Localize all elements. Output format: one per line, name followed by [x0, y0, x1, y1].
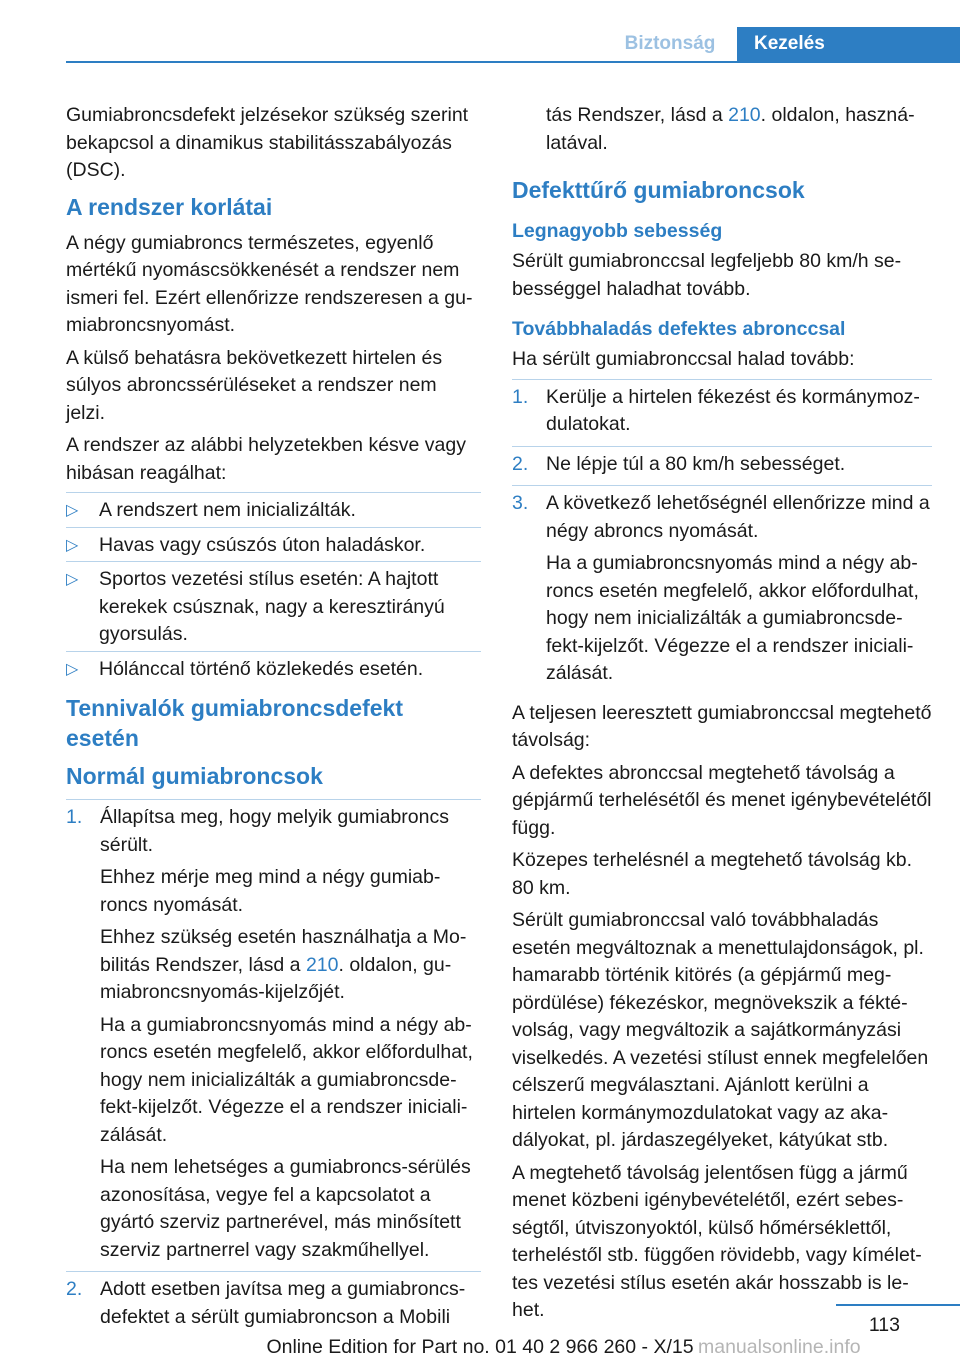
- step-subtext: Ehhez mérje meg mind a négy gumiabroncs nyomását.: [100, 866, 441, 916]
- page-link-210[interactable]: 210: [728, 104, 761, 126]
- step-number: 1.: [66, 806, 83, 828]
- tab-kezeles[interactable]: Kezelés: [737, 27, 960, 63]
- paragraph: A külső behatásra bekövetkezett hirtelen és súlyos abroncssérüléseket a rendszer nem jelzi.: [66, 346, 443, 424]
- paragraph: A négy gumiabroncs természetes, egyenlő mértékű nyomáscsökkenését a rendszer nem ismeri fel. Ezért ellenőrizze rendszeresen a gumiabroncsnyomást.: [66, 231, 473, 336]
- step-text: Ne lépje túl a 80 km/h sebességet.: [546, 452, 846, 475]
- intro-paragraph: Gumiabroncsdefekt jelzésekor szükség szerint bekapcsol a dinamikus stabilitásszabályozás (DSC).: [66, 104, 469, 181]
- right-column: [512, 102, 932, 1330]
- list-item: ▷ Havas vagy csúszós úton haladáskor.: [66, 527, 481, 562]
- list-item: [66, 1271, 481, 1338]
- heading-normal-tyres: Normál gumiabroncsok: [66, 763, 323, 789]
- step-subtext: Ha nem lehetséges a gumiabroncs-sérülés azonosítása, vegye fel a kapcsolatot a gyártó szerviz partnerével, más minősített szerviz partnerrel vagy szakműhellyel.: [100, 1156, 471, 1261]
- heading-limits: A rendszer korlátai: [66, 193, 273, 220]
- tab-biztonsag[interactable]: Biztonság: [624, 33, 716, 54]
- list-item: ▷ Sportos vezetési stílus esetén: A hajtott kerekek csúsznak, nagy a keresztirányú gyorsulás.: [66, 561, 481, 651]
- paragraph: A defektes abronccsal megtehető távolság a gépjármű terhelésétől és menet igénybevételétől függ.: [512, 761, 932, 839]
- steps-list: [66, 799, 481, 1338]
- step-subtext: Ehhez szükség esetén használhatja a Mobilitás Rendszer, lásd a 210. oldalon, gumiabroncsnyomás-kijelzőjét.: [100, 926, 467, 1003]
- left-column: [66, 102, 481, 1343]
- list-item: [512, 379, 932, 446]
- page-link-210[interactable]: 210: [305, 953, 339, 976]
- heading-onward: Továbbhaladás defektes abronccsal: [512, 318, 846, 340]
- step-number: 3.: [512, 492, 529, 514]
- triangle-bullet-icon: ▷: [66, 536, 79, 554]
- step-text: Adott esetben javítsa meg a gumiabroncsdefektet a sérült gumiabroncson a Mobili: [100, 1278, 466, 1328]
- watermark: manualsonline.info: [698, 1336, 861, 1358]
- triangle-bullet-icon: ▷: [66, 660, 79, 678]
- list-item: [66, 799, 481, 1271]
- triangle-bullet-icon: ▷: [66, 571, 79, 588]
- step-number: 2.: [512, 452, 529, 475]
- page-number: 113: [868, 1314, 900, 1336]
- step-text: Állapítsa meg, hogy melyik gumiabroncs sérült.: [100, 806, 449, 856]
- triangle-bullet-icon: ▷: [66, 502, 79, 519]
- heading-max-speed: Legnagyobb sebesség: [512, 220, 723, 242]
- bullet-list: [66, 492, 481, 685]
- step-number: 2.: [66, 1278, 83, 1300]
- paragraph: A rendszer az alábbi helyzetekben késve vagy hibásan reagálhat:: [66, 434, 466, 484]
- paragraph: A megtehető távolság jelentősen függ a jármű menet közbeni igénybevételétől, ezért sebességtől, útviszonyoktól, külső hőmérséklettől, terheléstől stb. függően rövidebb, vagy kímélettes vezetési stílus esetén akár hosszabb is lehet.: [512, 1161, 922, 1321]
- list-item: [512, 446, 932, 486]
- list-item: ▷ Hólánccal történő közlekedés esetén.: [66, 651, 481, 686]
- heading-runflat: Defekttűrő gumiabroncsok: [512, 177, 805, 203]
- paragraph: Ha sérült gumiabronccsal halad tovább:: [512, 348, 855, 370]
- step-subtext: Ha a gumiabroncsnyomás mind a négy abroncs esetén megfelelő, akkor előfordulhat, hogy nem inicializálták a gumiabroncsdefekt-kijelzőt. Végezze el a rendszer inicializálását.: [546, 552, 919, 684]
- paragraph: Sérült gumiabronccsal való továbbhaladás esetén megváltoznak a menettulajdonságok, pl. hamarabb történik kitörés (a gépjármű megpördülése) fékezéskor, megnövekszik a féktévolság, vagy megváltozik a sajátkormányzási viselkedés. A vezetési stílust ennek megfelelően célszerű megválasztani. Ajánlott kerülni a hirtelen kormánymozdulatokat vagy az akadályokat, pl. járdaszegélyeket, kátyúkat stb.: [512, 909, 929, 1151]
- list-item: ▷ A rendszert nem inicializálták.: [66, 492, 481, 527]
- step-text: A következő lehetőségnél ellenőrizze mind a négy abroncs nyomását.: [546, 492, 930, 542]
- step-text: Kerülje a hirtelen fékezést és kormánymozdulatokat.: [546, 385, 920, 435]
- heading-todo: Tennivalók gumiabroncsdefekt esetén: [66, 695, 403, 751]
- steps-list: [512, 379, 932, 695]
- list-item: [512, 485, 932, 695]
- edition-footer: Online Edition for Part no. 01 40 2 966 260 - X/15: [266, 1336, 694, 1358]
- paragraph: A teljesen leeresztett gumiabronccsal megtehető távolság:: [512, 701, 932, 751]
- paragraph: Közepes terhelésnél a megtehető távolság kb. 80 km.: [512, 849, 913, 899]
- step-number: 1.: [512, 385, 529, 408]
- paragraph: Sérült gumiabronccsal legfeljebb 80 km/h sebességgel haladhat tovább.: [512, 250, 902, 300]
- page-number-rule: [836, 1304, 960, 1306]
- continued-paragraph: tás Rendszer, lásd a 210. oldalon, használatával.: [546, 104, 915, 154]
- step-subtext: Ha a gumiabroncsnyomás mind a négy abroncs esetén megfelelő, akkor előfordulhat, hogy nem inicializálták a gumiabroncsdefekt-kijelzőt. Végezze el a rendszer inicializálását.: [100, 1013, 473, 1146]
